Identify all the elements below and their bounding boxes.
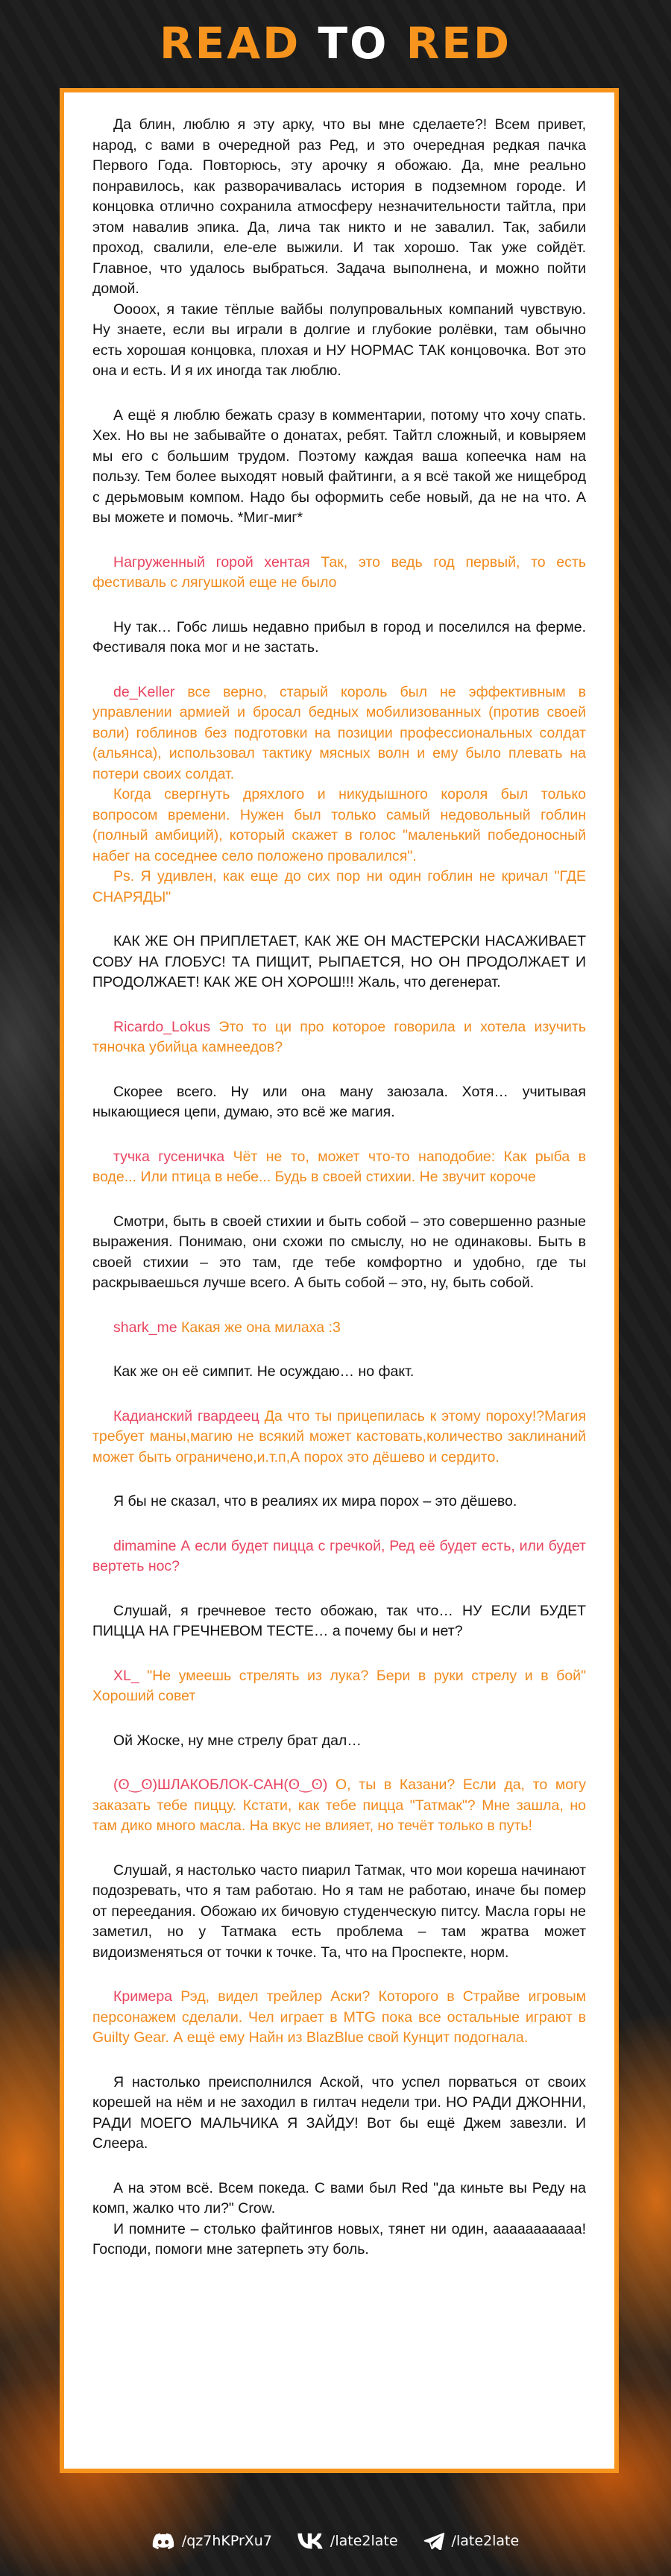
outro-paragraph: И помните – столько файтингов новых, тянет ни один, ааааааааааа! Господи, помоги мне затерпеть эту боль. xyxy=(92,2220,586,2258)
discord-icon xyxy=(152,2532,174,2550)
comment-text: А если будет пицца с гречкой, Ред её будет есть, или будет вертеть нос? xyxy=(92,1537,586,1574)
content-body xyxy=(64,92,614,2275)
outro-paragraph: А на этом всё. Всем покеда. С вами был Red "да киньте вы Реду на комп, жалко что ли?" Crow. xyxy=(92,2179,586,2217)
comment-text: Ps. Я удивлен, как еще до сих пор ни один гоблин не кричал "ГДЕ СНАРЯДЫ" xyxy=(92,868,586,905)
user-comment xyxy=(92,682,586,908)
user-comment xyxy=(92,553,586,594)
vk-icon xyxy=(297,2533,323,2549)
user-comment xyxy=(92,1666,586,1707)
user-comment xyxy=(92,1987,586,2049)
user-comment xyxy=(92,1017,586,1058)
comment-author[interactable]: Нагруженный горой хентая xyxy=(113,553,310,571)
comment-author[interactable]: dimamine xyxy=(113,1537,177,1554)
comment-text: Какая же она милаха :3 xyxy=(177,1319,341,1336)
author-reply: КАК ЖЕ ОН ПРИПЛЕТАЕТ, КАК ЖЕ ОН МАСТЕРСКИ НАСАЖИВАЕТ СОВУ НА ГЛОБУС! ТА ПИЩИТ, РЫПАЕТСЯ, НО ОН ПРОДОЛЖАЕТ И ПРОДОЛЖАЕТ! КАК ЖЕ ОН ХОРОШ!!! Жаль, что дегенерат. xyxy=(92,933,586,990)
content-panel xyxy=(60,88,619,2473)
comment-text: Это то ци про которое говорила и хотела изучить тяночка убийца камнеедов? xyxy=(92,1018,586,1055)
donate-paragraph: А ещё я люблю бежать сразу в комментарии, потому что хочу спать. Хех. Но вы не забывайте о донатах, ребят. Тайтл сложный, и ковыряем мы его с большим трудом. Поэтому каждая ваша копеечка нам на пользу. Тем более выходят новый файтинги, а я всё такой же нищеброд с дерьмовым компом. Надо бы оформить себе новый, да не на что. А вы можете и помочь. *Миг-миг* xyxy=(92,406,586,526)
user-comment xyxy=(92,1147,586,1188)
author-reply: Ну так… Гобс лишь недавно прибыл в город и поселился на ферме. Фестиваля пока мог и не застать. xyxy=(92,618,586,656)
discord-handle: /qz7hKPrXu7 xyxy=(181,2533,272,2549)
user-comment xyxy=(92,1318,586,1339)
comment-text: Когда свергнуть дряхлого и никудышного короля был только вопросом времени. Нужен был только самый недовольный гоблин (полный амбиций), который скажет в голос "маленький победоносный набег на соседнее село положено провалился". xyxy=(92,786,586,864)
comment-author[interactable]: de_Keller xyxy=(113,683,175,700)
vk-handle: /late2late xyxy=(330,2533,398,2549)
page-title xyxy=(160,18,511,69)
title-word-to: TO xyxy=(318,18,389,69)
comment-text: Рэд, видел трейлер Аски? Которого в Страйве игровым персонажем сделали. Чел играет в MTG пока все остальные играют в Guilty Gear. А ещё ему Найн из BlazBlue свой Кунцит подогнала. xyxy=(92,1988,586,2046)
author-reply: Смотри, быть в своей стихии и быть собой – это совершенно разные выражения. Понимаю, они схожи по смыслу, но не одинаковы. Быть в своей стихии – это там, где тебе комфортно и удобно, где ты раскрываешься лучше всего. А быть собой – это, ну, быть собой. xyxy=(92,1213,586,1291)
author-reply: Слушай, я гречневое тесто обожаю, так что… НУ ЕСЛИ БУДЕТ ПИЦЦА НА ГРЕЧНЕВОМ ТЕСТЕ… а почему бы и нет? xyxy=(92,1602,586,1639)
telegram-icon xyxy=(423,2532,444,2550)
comment-text: все верно, старый король был не эффективным в управлении армией и бросал бедных мобилизованных (против своей воли) гоблинов без подготовки на позиции профессиональных солдат (альянса), использовал тактику мясных волн и ему было плевать на потери своих солдат. xyxy=(92,683,586,782)
comments-thread xyxy=(92,553,586,2178)
comment-author[interactable]: shark_me xyxy=(113,1319,177,1336)
comment-text: О, ты в Казани? Если да, то могу заказать тебе пиццу. Кстати, как тебе пицца "Татмак"? Мне зашла, но там дико много масла. На вкус не влияет, но течёт только в путь! xyxy=(92,1777,586,1834)
comment-text: Так, это ведь год первый, то есть фестиваль с лягушкой еще не было xyxy=(92,553,586,591)
title-word-read: READ xyxy=(159,18,301,69)
comment-author[interactable]: тучка гусеничка xyxy=(113,1148,225,1165)
telegram-link[interactable] xyxy=(423,2532,520,2550)
user-comment xyxy=(92,1536,586,1577)
discord-link[interactable] xyxy=(152,2532,272,2550)
author-reply: Я бы не сказал, что в реалиях их мира порох – это дёшево. xyxy=(113,1493,517,1510)
comment-text: Чёт не то, может что-то наподобие: Как рыба в воде... Или птица в небе... Будь в своей стихии. Не звучит короче xyxy=(92,1148,586,1185)
user-comment xyxy=(92,1407,586,1468)
title-word-red: RED xyxy=(406,18,512,69)
user-comment xyxy=(92,1775,586,1837)
author-reply: Как же он её симпит. Не осуждаю… но факт. xyxy=(113,1363,415,1380)
comment-author[interactable]: XL_ xyxy=(113,1667,139,1684)
page-header xyxy=(0,0,671,87)
social-footer xyxy=(0,2522,671,2560)
comment-author[interactable]: Кримера xyxy=(113,1988,173,2005)
author-reply: Ой Жоске, ну мне стрелу брат дал… xyxy=(113,1732,362,1749)
comment-text: "Не умеешь стрелять из лука? Бери в руки стрелу и в бой" Хороший совет xyxy=(92,1667,586,1704)
comment-author[interactable]: (ʘ‿ʘ)ШЛАКОБЛОК-САН(ʘ‿ʘ) xyxy=(113,1777,328,1793)
author-reply: Скорее всего. Ну или она ману заюзала. Хотя… учитывая ныкающиеся цепи, думаю, это всё же магия. xyxy=(92,1083,586,1120)
telegram-handle: /late2late xyxy=(451,2533,520,2549)
author-reply: Слушай, я настолько часто пиарил Татмак, что мои кореша начинают подозревать, что я там работаю. Но я там не работаю, иначе бы помер от переедания. Обожаю их бичовую студенческую питсу. Масла горы не заметил, но у Татмака есть проблема – там жратва может видоизменяться от точки к точке. Та, что на Проспекте, норм. xyxy=(92,1862,586,1961)
comment-text: Да что ты прицепилась к этому пороху!?Магия требует маны,магию не всякий может кастовать,количество заклинаний может быть ограничено,и.т.п,А порох это дёшево и сердито. xyxy=(92,1407,586,1466)
intro-paragraph: Да блин, люблю я эту арку, что вы мне сделаете?! Всем привет, народ, с вами в очередной раз Ред, и это очередная редкая пачка Первого Года. Повторюсь, эту арочку я обожаю. Да, мне реально понравилось, как разворачивалась история в подземном городе. И концовка отлично сохранила атмосферу незначительности тайтла, при этом навалив эпика. Да, лича так никто и не завалил. Так, забили проход, свалили, еле-еле выжили. И так хорошо. Так уже сойдёт. Главное, что удалось выбраться. Задача выполнена, и можно пойти домой. xyxy=(92,116,586,297)
intro-paragraph: Ооооx, я такие тёплые вайбы полупровальных компаний чувствую. Ну знаете, если вы играли в долгие и глубокие ролёвки, там обычно есть хорошая концовка, плохая и НУ НОРМАС ТАК концовочка. Вот это она и есть. И я их иногда так люблю. xyxy=(92,301,586,379)
comment-author[interactable]: Ricardo_Lokus xyxy=(113,1018,211,1035)
author-reply: Я настолько преисполнился Аской, что успел порваться от своих корешей на нём и не заходил в гилтач недели три. НО РАДИ ДЖОННИ, РАДИ МОЕГО МАЛЬЧИКА Я ЗАЙДУ! Вот бы ещё Джем завезли. И Слеера. xyxy=(92,2073,586,2152)
comment-author[interactable]: Кадианский гвардеец xyxy=(113,1407,259,1424)
vk-link[interactable] xyxy=(297,2533,398,2549)
